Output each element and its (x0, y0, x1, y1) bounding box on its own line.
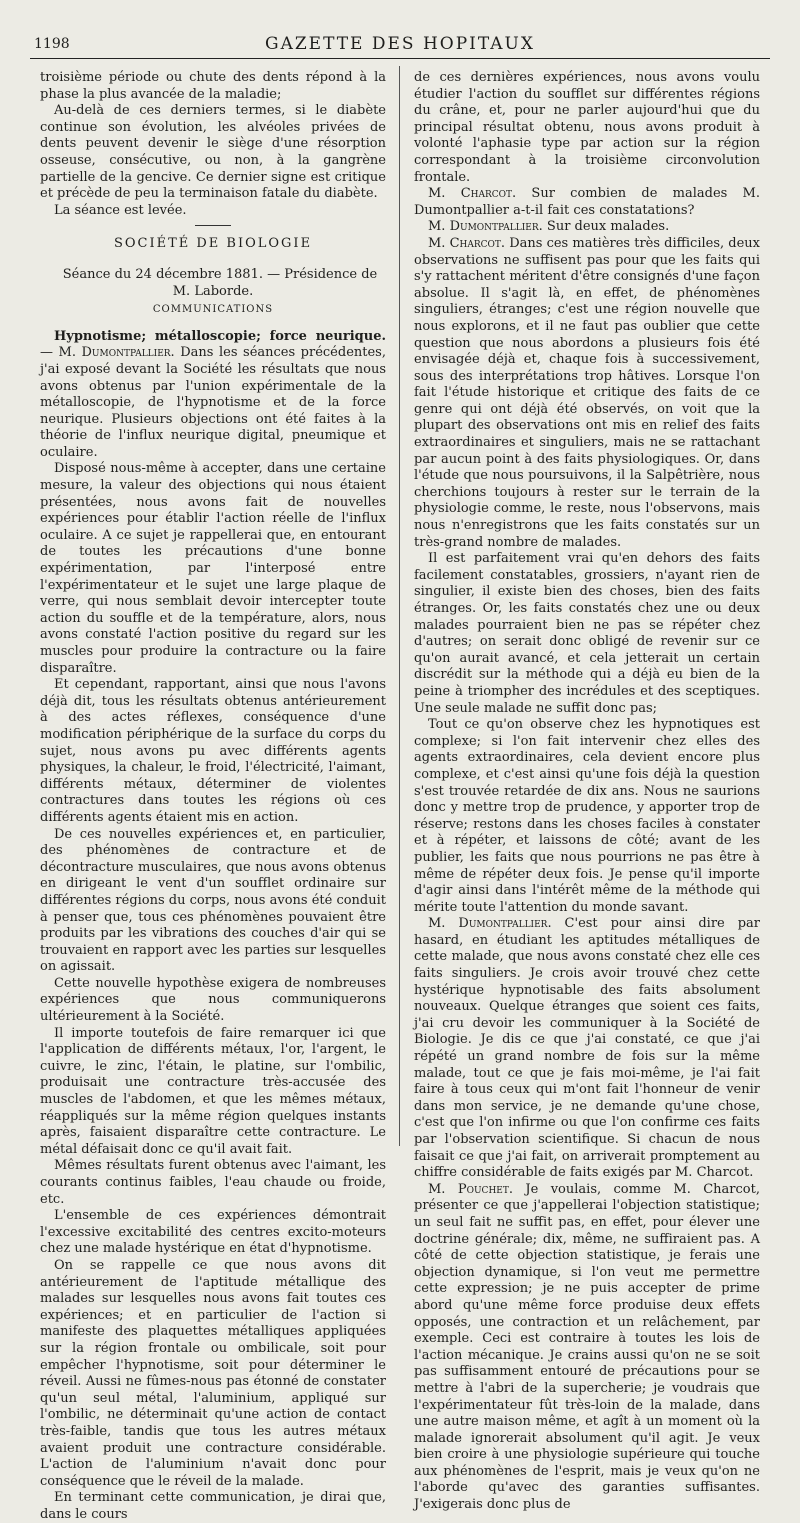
paragraph-text: Sur deux malades. (546, 219, 670, 235)
author-name: M. Dumontpallier. (428, 916, 552, 932)
author-name: M. Charcot. (428, 235, 506, 251)
paragraph: Et cependant, rapportant, ainsi que nous l'avons déjà dit, tous les résultats obtenus antérieurement à des actes réflexes, conséquence d'une modification périphérique de la surface du corps du sujet, nous avons pu avec différents agents physiques, la chaleur, le froid, l'électricité, l'aimant, différents métaux, déterminer de violentes contractures dans toutes les régions où ces différents agents étaient mis en action. (40, 677, 386, 825)
author-name: M. Charcot. (428, 186, 517, 202)
paragraph: On se rappelle ce que nous avons dit antérieurement de l'aptitude métallique des malades sur lesquelles nous avons fait toutes ces expériences; et en particulier de l'action si manifeste des plaquettes métalliques appliquées sur la région frontale ou ombilicale, soit pour empêcher l'hypnotisme, soit pour déterminer le réveil. Aussi ne fûmes-nous pas étonné de constater qu'un seul métal, l'aluminium, appliqué sur l'ombilic, ne déterminait qu'une action de contact très-faible, tandis que tous les autres métaux avaient produit une contracture considérable. L'action de l'aluminium n'avait donc pour conséquence que le réveil de la malade. (40, 1257, 386, 1489)
communication-paragraph: Hypnotisme; métalloscopie; force neurique. — M. Dumontpallier. Dans les séances précédentes, j'ai exposé devant la Société les résultats que nous avons obtenus par l'union expérimentale de la métalloscopie, de l'hypnotisme et de la force neurique. Plusieurs objections ont été faites à la théorie de l'influx neurique digital, pneumique et oculaire. (40, 328, 386, 460)
subsection-heading: COMMUNICATIONS (152, 304, 274, 316)
paragraph: L'ensemble de ces expériences démontrait l'excessive excitabilité des centres excito-moteurs chez une malade hystérique en état d'hypnotisme. (40, 1208, 386, 1257)
paragraph: Il est parfaitement vrai qu'en dehors des faits facilement constatables, grossiers, n'ayant rien de singulier, il existe bien des choses, bien des faits étranges. Or, les faits constatés chez une ou deux malades pourraient bien ne pas se répéter chez d'autres; on serait donc obligé de revenir sur ce qu'on aurait avancé, et cela jetterait un certain discrédit sur la méthode qui a déjà eu bien de la peine à triompher des incrédules et des sceptiques. Une seule malade ne suffit donc pas; (414, 551, 760, 716)
section-heading: SOCIÉTÉ DE BIOLOGIE (113, 236, 313, 252)
paragraph: troisième période ou chute des dents répond à la phase la plus avancée de la maladie; (40, 70, 386, 102)
paragraph: Au-delà de ces derniers termes, si le diabète continue son évolution, les alvéoles privées de dents peuvent devenir le siège d'une résorption osseuse, consécutive, ou non, à la gangrène partielle de la gencive. Ce dernier signe est critique et précède de peu la terminaison fatale du diabète. (40, 103, 386, 202)
speaker-paragraph (414, 219, 760, 236)
paragraph: La séance est levée. (54, 202, 187, 218)
journal-title: GAZETTE DES HOPITAUX (264, 34, 535, 54)
author-name: M. Dumontpallier. (58, 345, 175, 361)
paragraph: Tout ce qu'on observe chez les hypnotiques est complexe; si l'on fait intervenir chez elles des agents extraordinaires, cela devient encore plus complexe, et c'est ainsi qu'une fois déjà la question s'est trouvée retardée de dix ans. Nous ne saurions donc y mettre trop de prudence, y apporter trop de réserve; restons dans les choses faciles à constater et à répéter, et laissons de côté; avant de les publier, les faits que nous pourrions ne pas être à même de répéter deux fois. Je pense qu'il importe d'agir ainsi dans l'intérêt même de la méthode qui mérite toute l'attention du monde savant. (414, 717, 760, 915)
speaker-paragraph (414, 186, 760, 219)
page-header (30, 28, 770, 59)
paragraph: Cette nouvelle hypothèse exigera de nombreuses expériences que nous communiquerons ultérieurement à la Société. (40, 975, 386, 1025)
paragraph-text: Sur combien de malades M. Dumontpallier a-t-il fait ces constatations? (414, 186, 761, 218)
left-column (40, 70, 386, 1523)
paragraph: Il importe toutefois de faire remarquer ici que l'application de différents métaux, l'or, l'argent, le cuivre, le zinc, l'étain, le platine, sur l'ombilic, produisait une contracture très-accusée des muscles de l'abdomen, et que les mêmes métaux, réappliqués sur la même région quelques instants après, faisaient disparaître cette contracture. Le métal défaisait donc ce qu'il avait fait. (40, 1025, 386, 1157)
paragraph: En terminant cette communication, je dirai que, dans le cours (40, 1490, 386, 1522)
session-line: Séance du 24 décembre 1881. — Présidence de M. Laborde. (62, 266, 378, 299)
page-number: 1198 (34, 36, 70, 52)
paragraph: De ces nouvelles expériences et, en particulier, des phénomènes de contracture et de décontracture musculaires, que nous avons obtenus en dirigeant le vent d'un soufflet ordinaire sur différentes régions du corps, nous avons été conduit à penser que, tous ces phénomènes pouvaient être produits par les vibrations des couches d'air qui se trouvaient en rapport avec les parties sur lesquelles on agissait. (40, 826, 386, 975)
paragraph: Disposé nous-même à accepter, dans une certaine mesure, la valeur des objections qui nous étaient présentées, nous avons fait de nouvelles expériences pour établir l'action réelle de l'influx oculaire. A ce sujet je rappellerai que, en entourant de toutes les précautions d'une bonne expérimentation, par l'interposé entre l'expérimentateur et le sujet une large plaque de verre, qui nous semblait devoir intercepter toute action du souffle et de la température, alors, nous avons constaté l'action positive du regard sur les muscles pour produire la contracture ou la faire disparaître. (40, 461, 386, 676)
speaker-paragraph (414, 236, 760, 551)
paragraph-text: C'est pour ainsi dire par hasard, en étudiant les aptitudes métalliques de cette malade, que nous avons constaté chez elle ces faits singuliers. Je crois avoir trouvé chez cette hystérique hypnotisable des faits absolument nouveaux. Quelque étranges que soient ces faits, j'ai cru devoir les communiquer à la Société de Biologie. Je dis ce que j'ai constaté, ce que j'ai répété un grand nombre de fois sur la même malade, tout ce que je fais moi-même, je l'ai fait faire à tous ceux qui m'ont fait l'honneur de venir dans mon service, je ne demande qu'une chose, c'est que l'on infirme ou que l'on confirme ces faits par l'observation scientifique. Si chacun de nous faisait ce que j'ai fait, on arriverait promptement au chiffre considérable de faits exigés par M. Charcot. (414, 916, 760, 1181)
paragraph-text: Je voulais, comme M. Charcot, présenter ce que j'appellerai l'objection statistique; un seul fait ne suffit pas, en effet, pour élever une doctrine générale; dix, même, ne suffiraient pas. A côté de cette objection statistique, je ferais une objection dynamique, si l'on veut me permettre cette expression; je ne puis accepter de prime abord qu'une même force produise deux effets opposés, une contraction et un relâchement, par exemple. Ceci est contraire à toutes les lois de l'action mécanique. Je crains aussi qu'on ne se soit pas suffisamment entouré de précautions pour se mettre à l'abri de la supercherie; je voudrais que l'expérimentateur fût très-loin de la malade, dans une autre maison même, et agît à un moment où la malade ignorerait absolument qu'il agit. Je veux bien croire à une physiologie supérieure qui touche aux phénomènes de l'esprit, mais je veux qu'on ne l'aborde qu'avec des garanties suffisantes. J'exigerais donc plus de (414, 1181, 760, 1513)
communication-title: Hypnotisme; métalloscopie; force neurique. (54, 328, 386, 344)
speaker-paragraph (414, 916, 760, 1182)
paragraph: de ces dernières expériences, nous avons voulu étudier l'action du soufflet sur différentes régions du crâne, et, pour ne parler aujourd'hui que du principal résultat obtenu, nous avons produit à volonté l'aphasie type par action sur la région correspondant à la troisième circonvolution frontale. (414, 70, 760, 185)
right-column (414, 70, 760, 1514)
paragraph: Mêmes résultats furent obtenus avec l'aimant, les courants continus faibles, l'eau chaude ou froide, etc. (40, 1158, 386, 1207)
author-name: M. Pouchet. (428, 1181, 513, 1197)
column-divider (399, 66, 400, 1146)
speaker-paragraph (414, 1182, 760, 1514)
paragraph-text: Dans les séances précédentes, j'ai exposé devant la Société les résultats que nous avons obtenus par l'union expérimentale de la métalloscopie, de l'hypnotisme et de la force neurique. Plusieurs objections ont été faites à la théorie de l'influx neurique digital, pneumique et oculaire. (40, 345, 386, 460)
paragraph-text: Dans ces matières très difficiles, deux observations ne suffisent pas pour que les faits qui s'y rattachent méritent d'être consignés d'une façon absolue. Il s'agit là, en effet, de phénomènes singuliers, étranges; c'est une région nouvelle que nous explorons, et il ne faut pas oublier que cette question que nous abordons a plusieurs fois été envisagée déjà et, chaque fois à successivement, sous des interprétations trop hâtives. Lorsque l'on fait l'étude historique et critique des faits de ce genre qui ont déjà été observés, on voit que la plupart des observations ont mis en relief des faits extraordinaires et singuliers, mais ne se rattachant par aucun point à des faits physiologiques. Or, dans l'étude que nous poursuivons, il la Salpêtrière, nous cherchions toujours à rester sur le terrain de la physiologie comme, le reste, nous l'observons, mais nous n'enregistrons que les faits constatés sur un très-grand nombre de malades. (414, 235, 761, 550)
author-name: M. Dumontpallier. (428, 219, 543, 235)
section-rule (195, 225, 231, 226)
